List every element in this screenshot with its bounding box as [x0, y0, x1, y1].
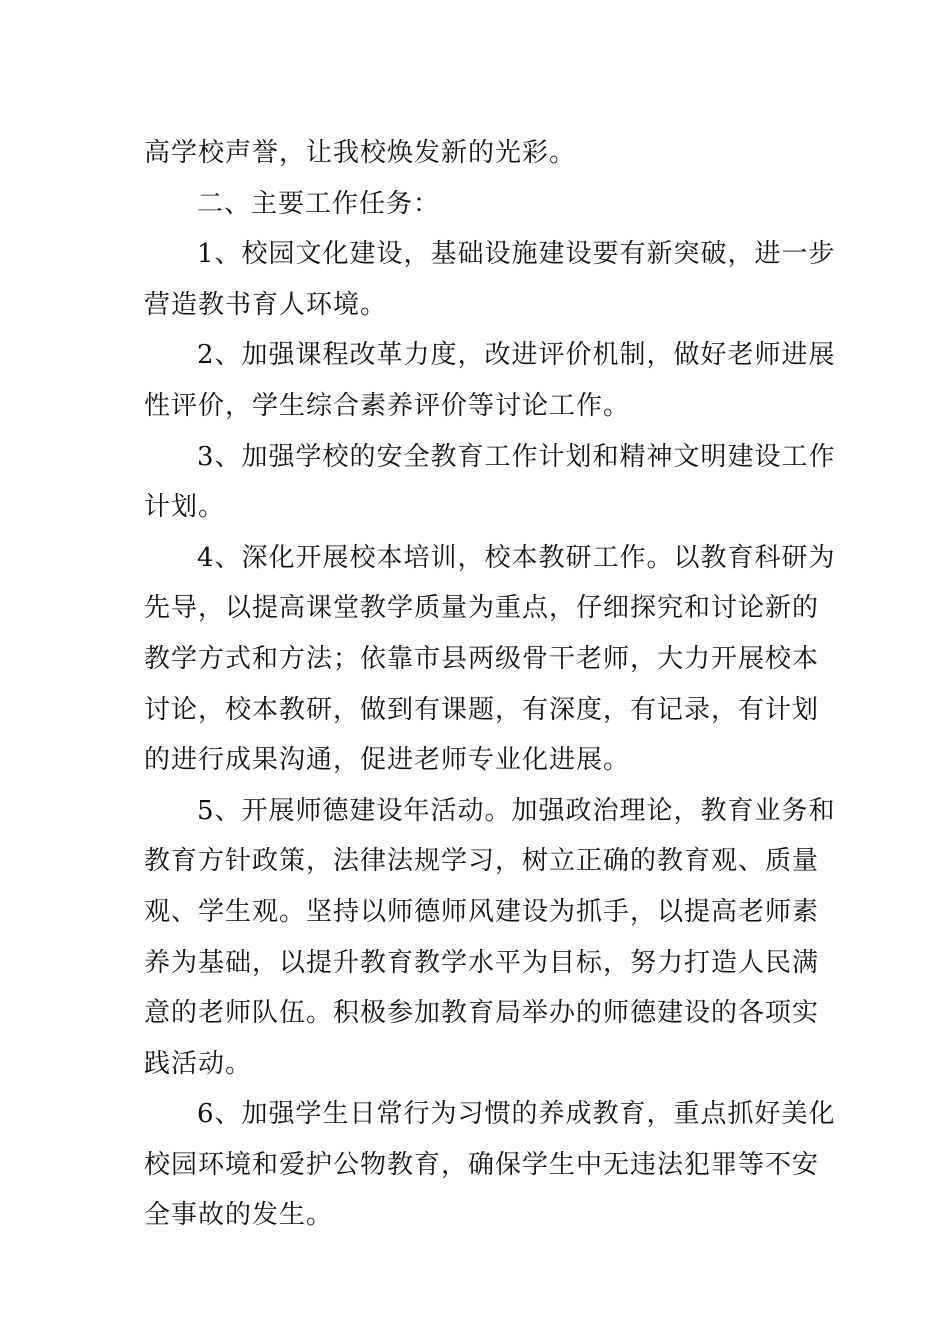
- text-line: 性评价，学生综合素养评价等讨论工作。: [144, 390, 631, 421]
- text-line: 2、加强课程改革力度，改进评价机制，做好老师进展: [197, 340, 836, 371]
- text-line: 5、开展师德建设年活动。加强政治理论，教育业务和: [197, 795, 836, 826]
- text-line: 6、加强学生日常行为习惯的养成教育，重点抓好美化: [197, 1099, 836, 1130]
- text-line: 计划。: [144, 492, 226, 523]
- text-line: 观、学生观。坚持以师德师风建设为抓手，以提高老师素: [144, 896, 820, 927]
- text-line: 高学校声誉，让我校焕发新的光彩。: [144, 138, 577, 168]
- text-line: 1、校园文化建设，基础设施建设要有新突破，进一步: [197, 239, 836, 270]
- text-line: 的进行成果沟通，促进老师专业化进展。: [144, 745, 631, 776]
- text-line: 先导，以提高课堂教学质量为重点，仔细探究和讨论新的: [144, 593, 820, 624]
- text-line: 意的老师队伍。积极参加教育局举办的师德建设的各项实: [144, 998, 820, 1029]
- text-line: 校园环境和爱护公物教育，确保学生中无违法犯罪等不安: [144, 1149, 820, 1180]
- text-line: 讨论，校本教研，做到有课题，有深度，有记录，有计划: [144, 694, 820, 725]
- text-line: 营造教书育人环境。: [144, 289, 388, 320]
- section-heading: 二、主要工作任务：: [197, 188, 441, 219]
- text-line: 教育方针政策，法律法规学习，树立正确的教育观、质量: [144, 846, 820, 877]
- text-line: 践活动。: [144, 1048, 253, 1079]
- text-line: 3、加强学校的安全教育工作计划和精神文明建设工作: [197, 441, 836, 472]
- text-line: 养为基础，以提升教育教学水平为目标，努力打造人民满: [144, 947, 820, 978]
- text-line: 全事故的发生。: [144, 1200, 334, 1231]
- document-body: [144, 127, 836, 1240]
- text-line: 4、深化开展校本培训，校本教研工作。以教育科研为: [197, 542, 836, 573]
- text-line: 教学方式和方法；依靠市县两级骨干老师，大力开展校本: [144, 643, 820, 674]
